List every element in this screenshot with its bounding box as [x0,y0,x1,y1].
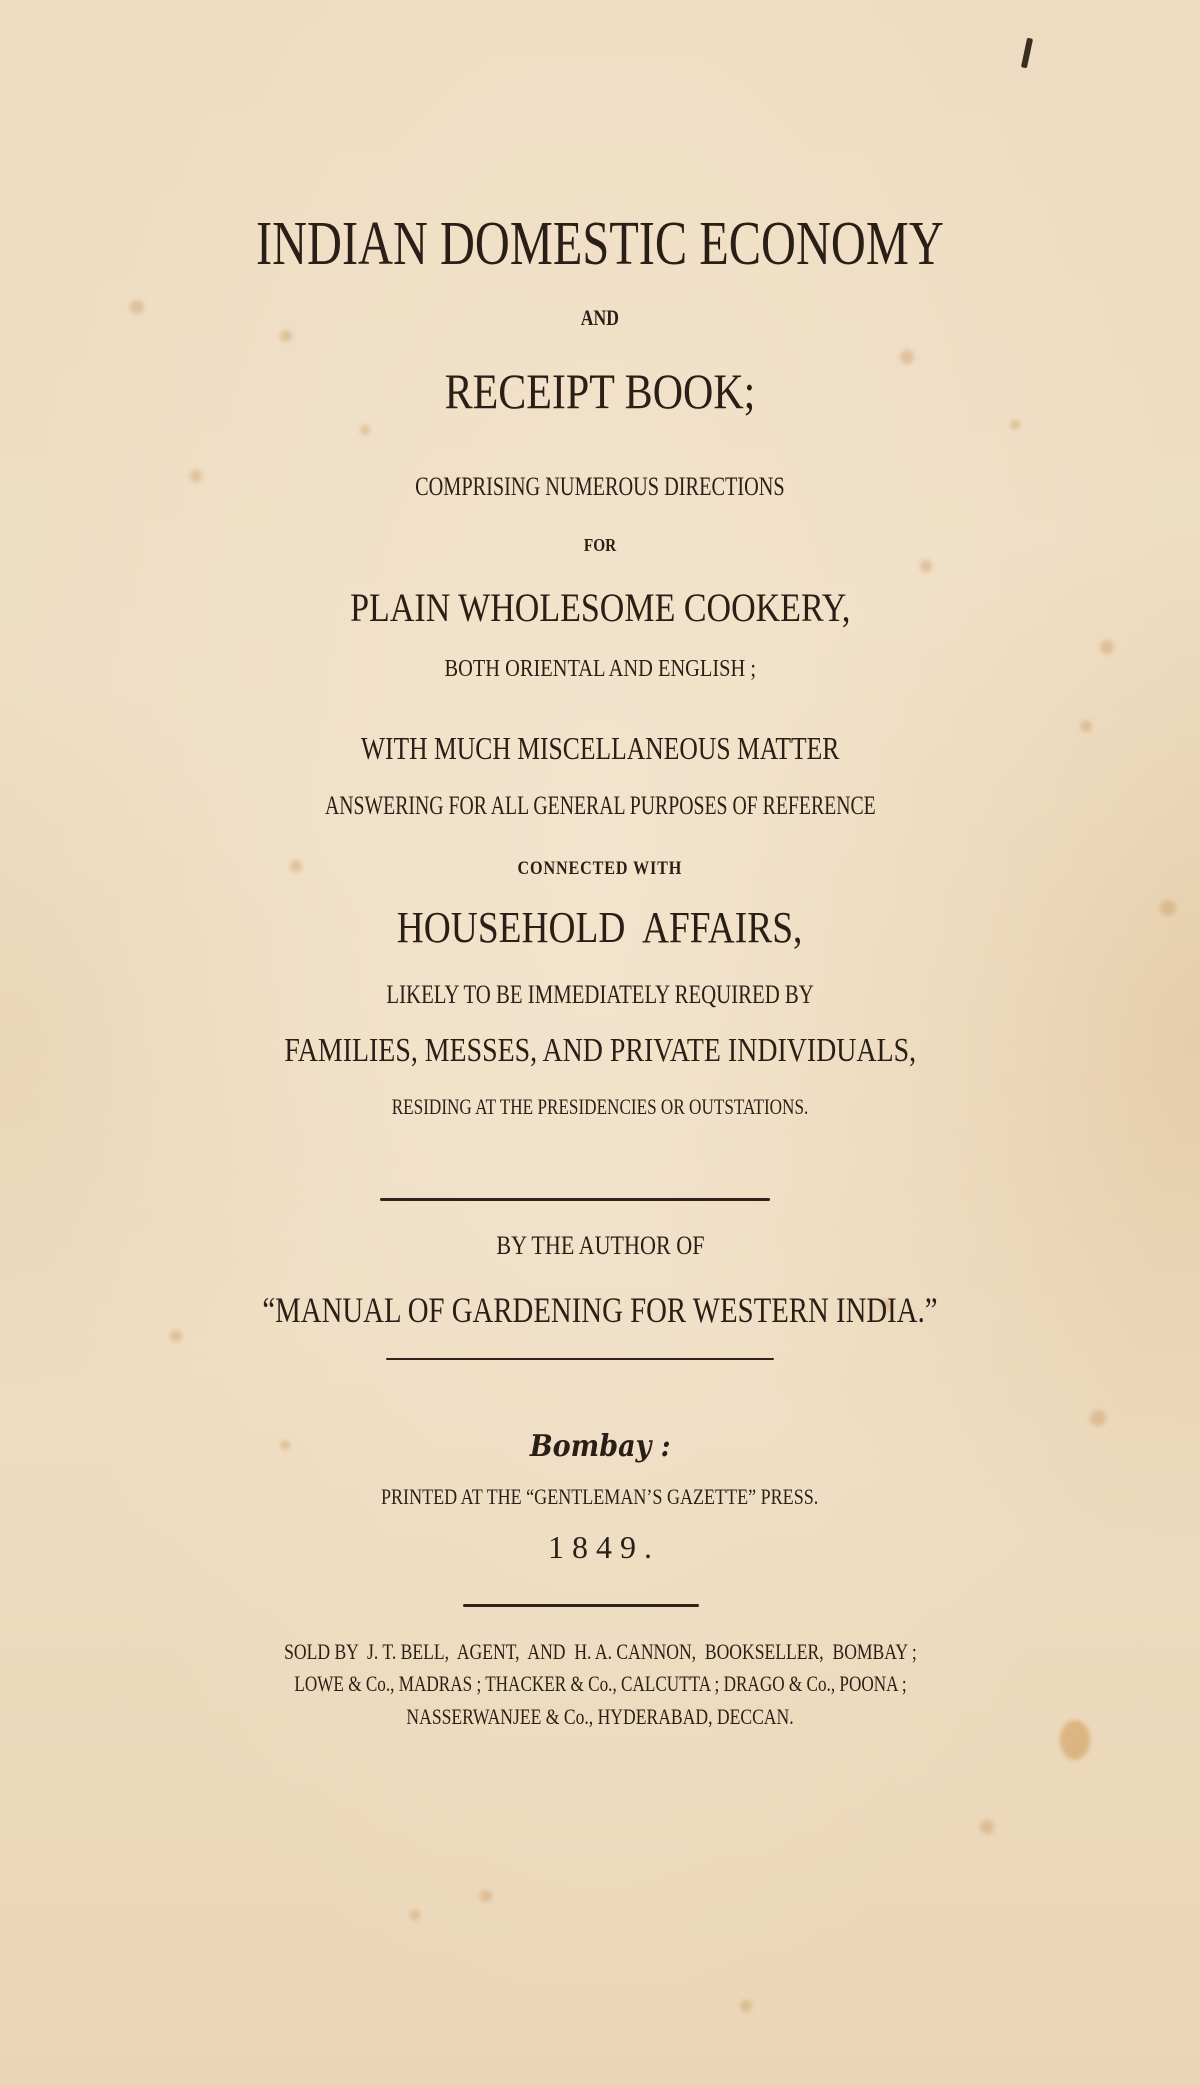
description-line-4: BOTH ORIENTAL AND ENGLISH ; [444,656,756,682]
foxing-spot [1100,640,1114,654]
foxing-spot [480,1890,492,1902]
foxing-spot [740,2000,752,2012]
description-line-2: FOR [583,535,617,555]
foxing-spot [980,1820,994,1834]
imprint-printer: PRINTED AT THE “GENTLEMAN’S GAZETTE” PRESS. [381,1484,819,1509]
divider-rule [463,1604,699,1607]
imprint-place: Bombay : [529,1429,671,1464]
description-line-11: RESIDING AT THE PRESIDENCIES OR OUTSTATIONS. [391,1094,809,1119]
foxing-spot [410,1910,420,1920]
description-line-9: LIKELY TO BE IMMEDIATELY REQUIRED BY [386,980,814,1009]
sellers-line-3: NASSERWANJEE & Co., HYDERABAD, DECCAN. [406,1704,794,1729]
by-line: BY THE AUTHOR OF [495,1231,705,1260]
foxing-spot [1090,1410,1106,1426]
foxing-spot [1010,420,1020,430]
description-line-6: ANSWERING FOR ALL GENERAL PURPOSES OF REFERENCE [324,791,876,820]
foxing-spot [1080,720,1092,732]
foxing-spot [900,350,914,364]
description-line-10: FAMILIES, MESSES, AND PRIVATE INDIVIDUALS, [284,1032,916,1069]
foxing-spot [920,560,932,572]
divider-rule [380,1198,770,1201]
foxing-spot [360,425,370,435]
divider-rule [386,1358,774,1360]
title-conjunction: AND [580,305,620,330]
foxing-spot [170,1330,182,1342]
description-line-7: CONNECTED WITH [517,858,683,879]
description-line-5: WITH MUCH MISCELLANEOUS MATTER [360,730,840,766]
subtitle: RECEIPT BOOK; [444,363,756,419]
author-previous-work: “MANUAL OF GARDENING FOR WESTERN INDIA.” [262,1290,938,1330]
ink-mark [1021,38,1033,69]
main-title: INDIAN DOMESTIC ECONOMY [256,210,944,278]
foxing-spot [280,330,292,342]
imprint-year: 1 8 4 9 . [548,1529,652,1565]
description-line-3: PLAIN WHOLESOME COOKERY, [349,585,851,630]
description-line-1: COMPRISING NUMEROUS DIRECTIONS [415,472,785,501]
description-line-8: HOUSEHOLD AFFAIRS, [397,903,803,952]
sellers-line-2: LOWE & Co., MADRAS ; THACKER & Co., CALCUTTA ; DRAGO & Co., POONA ; [293,1671,907,1696]
sellers-line-1: SOLD BY J. T. BELL, AGENT, AND H. A. CANNON, BOOKSELLER, BOMBAY ; [283,1639,917,1664]
